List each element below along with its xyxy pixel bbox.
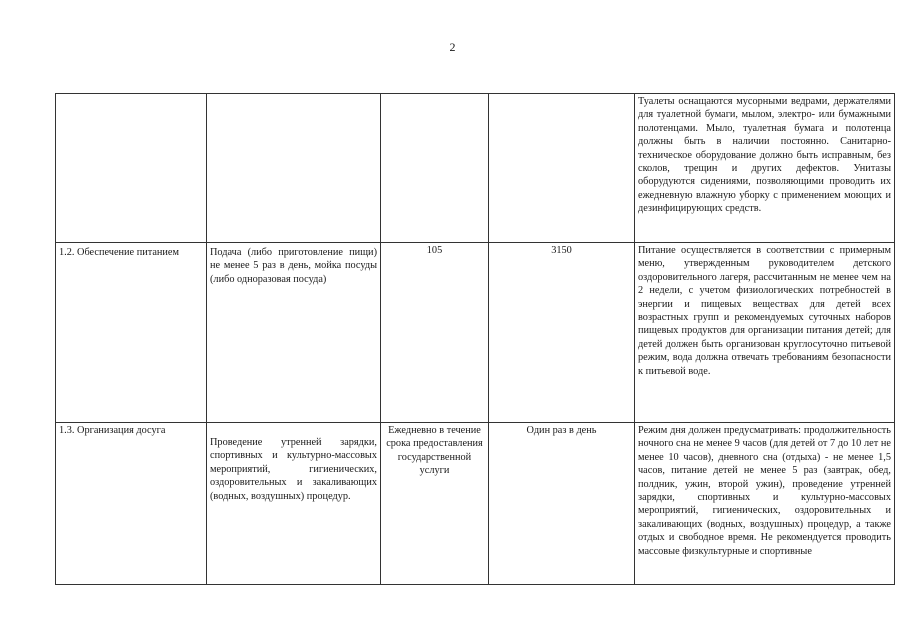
frequency-cell: [489, 94, 635, 243]
table-row: [56, 423, 895, 585]
service-name-text: 1.2. Обеспечение питанием: [59, 247, 180, 258]
requirements-cell: Режим дня должен предусматривать: продолжительность ночного сна не менее 9 часов (для детей от 7 до 10 лет не менее 10 часов), дневного сна (отдыха) - не менее 1,5 часов, питание детей не менее 5 раз (завтрак, обед, полдник, ужин, второй ужин), проведение утренней зарядки, спортивных и культурно-массовых мероприятий, гигиенических, оздоровительных и закаливающих (водных, воздушных) процедур, а также отдых и свободное время. Не рекомендуется проводить массовые физкультурные и спортивные: [635, 423, 895, 585]
requirements-cell: Туалеты оснащаются мусорными ведрами, держателями для туалетной бумаги, мылом, электро- или бумажными полотенцами. Мыло, туалетная бумага и полотенца должны быть в наличии постоянно. Санитарно-техническое оборудование должно быть исправным, без сколов, трещин и других дефектов. Унитазы оборудуются сидениями, позволяющими проводить их ежедневную влажную уборку с применением моющих и дезинфицирующих средств.: [635, 94, 895, 243]
volume-cell: Ежедневно в течение срока предоставления государственной услуги: [381, 423, 489, 585]
volume-cell: [381, 94, 489, 243]
services-table: [55, 93, 895, 585]
table-row: [56, 243, 895, 423]
service-name-cell: 1.3. Организация досуга: [56, 423, 207, 585]
service-content-text: Подача (либо приготовление пищи) не менее 5 раз в день, мойка посуды (либо одноразовая посуда): [210, 247, 377, 285]
service-content-cell: [207, 423, 381, 585]
volume-cell: 105: [381, 243, 489, 423]
service-content-cell: [207, 94, 381, 243]
service-content-cell: [207, 243, 381, 423]
page-number: 2: [449, 40, 456, 54]
service-name-cell: [56, 243, 207, 423]
service-name-cell: [56, 94, 207, 243]
requirements-cell: Питание осуществляется в соответствии с примерным меню, утвержденным руководителем детского оздоровительного лагеря, рассчитанным не менее чем на 2 недели, с учетом физиологических потребностей в энергии и пищевых веществах для детей всех возрастных групп и рекомендуемых суточных наборов пищевых продуктов для организации питания детей; для детей должен быть организован круглосуточно питьевой режим, вода должна отвечать требованиям безопасности к питьевой воде.: [635, 243, 895, 423]
frequency-cell: 3150: [489, 243, 635, 423]
table-row: [56, 94, 895, 243]
service-content-text: Проведение утренней зарядки, спортивных и культурно-массовых мероприятий, гигиенических, оздоровительных и закаливающих (водных, воздушных) процедур.: [210, 437, 377, 502]
frequency-cell: Один раз в день: [489, 423, 635, 585]
